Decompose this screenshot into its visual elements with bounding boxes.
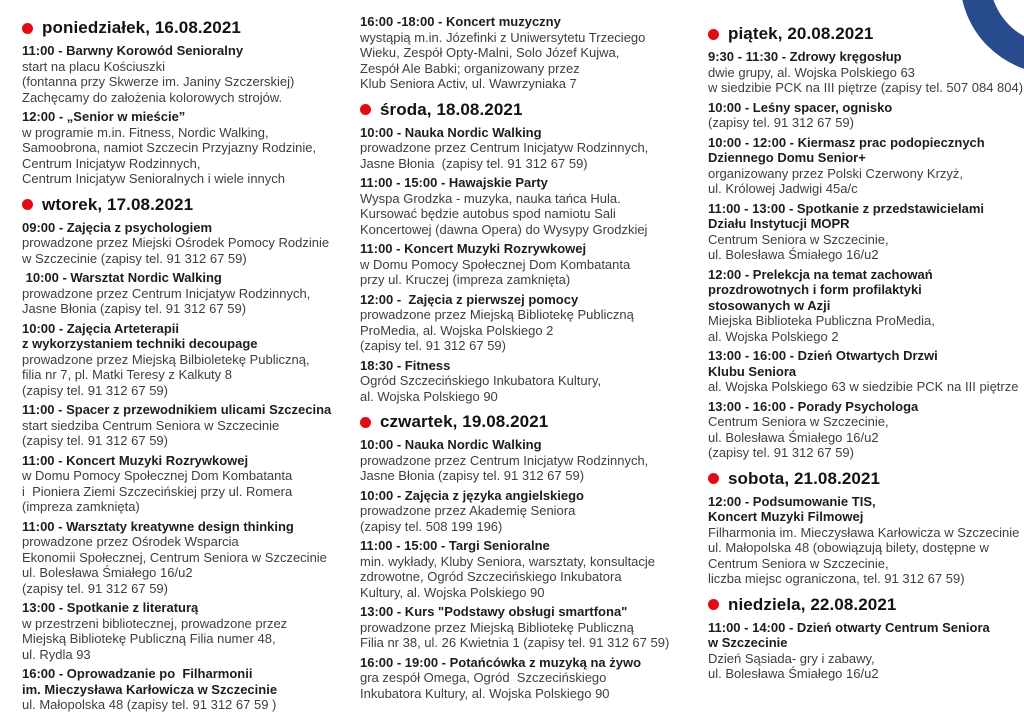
event-detail-line: prowadzone przez Miejską Bibliotekę Publiczną <box>360 307 634 322</box>
day-heading <box>708 595 1024 615</box>
event-title-line: 13:00 - Spotkanie z literaturą <box>22 600 199 615</box>
event-title-line: 10:00 - Nauka Nordic Walking <box>360 437 542 452</box>
event-item <box>22 519 362 597</box>
event-detail-line: (fontanna przy Skwerze im. Janiny Szczerskiej) <box>22 74 295 89</box>
day-label: wtorek, 17.08.2021 <box>42 194 194 214</box>
event-detail-line: ul. Małopolska 48 (obowiązują bilety, dostępne w <box>708 540 989 555</box>
event-title-line: 10:00 - Zajęcia z języka angielskiego <box>360 487 585 503</box>
event-detail-line: (zapisy tel. 91 312 67 59) <box>708 445 854 460</box>
event-item <box>360 358 710 405</box>
event-detail-line: w przestrzeni bibliotecznej, prowadzone przez <box>22 615 288 631</box>
event-detail-line: ul. Bolesława Śmiałego 16/u2 <box>708 247 879 262</box>
red-bullet-icon <box>360 104 371 115</box>
event-item <box>360 604 710 651</box>
event-detail-line: liczba miejsc ograniczona, tel. 91 312 67 59) <box>708 571 965 586</box>
event-detail-line: Filia nr 38, ul. 26 Kwietnia 1 (zapisy tel. 91 312 67 59) <box>360 635 670 650</box>
event-item <box>360 538 710 600</box>
event-title-line: 12:00 - Zajęcia z pierwszej pomocy <box>360 291 579 307</box>
event-item <box>22 321 362 399</box>
event-detail-line: Dzień Sąsiada- gry i zabawy, <box>708 650 875 666</box>
event-item <box>708 267 1024 345</box>
event-detail-line: start siedziba Centrum Seniora w Szczecinie <box>22 417 280 433</box>
day-label: sobota, 21.08.2021 <box>728 468 881 488</box>
event-item <box>708 135 1024 197</box>
event-title-line: im. Mieczysława Karłowicza w Szczecinie <box>22 681 278 697</box>
event-title-line: 13:00 - 16:00 - Porady Psychologa <box>708 398 919 414</box>
event-item <box>22 453 362 515</box>
event-detail-line: prowadzone przez Miejską Bibliotekę Publiczną <box>360 619 634 635</box>
schedule-column-2 <box>360 14 710 705</box>
event-detail-line: filia nr 7, pl. Matki Teresy z Kalkuty 8 <box>22 367 233 382</box>
event-title-line: prozdrowotnych i form profilaktyki <box>708 282 922 297</box>
event-item <box>22 109 362 187</box>
event-detail-line: (impreza zamknięta) <box>22 499 140 514</box>
event-detail-line: Centrum Inicjatyw Senioralnych i wiele innych <box>22 171 286 186</box>
event-item <box>708 100 1024 131</box>
event-title-line: 12:00 - Prelekcja na temat zachowań <box>708 266 933 282</box>
event-item <box>708 49 1024 96</box>
event-item <box>22 600 362 662</box>
event-title-line: Działu Instytucji MOPR <box>708 216 850 231</box>
event-item <box>22 43 362 105</box>
event-item <box>708 201 1024 263</box>
day-heading <box>708 469 1024 489</box>
event-detail-line: ul. Małopolska 48 (zapisy tel. 91 312 67 59 ) <box>22 697 277 712</box>
event-detail-line: prowadzone przez Centrum Inicjatyw Rodzinnych, <box>22 285 311 301</box>
event-item <box>360 292 710 354</box>
event-item <box>360 488 710 535</box>
event-title-line: w Szczecinie <box>708 635 788 650</box>
event-detail-line: Jasne Błonia (zapisy tel. 91 312 67 59) <box>360 155 588 171</box>
event-item <box>360 125 710 172</box>
event-detail-line: w programie m.in. Fitness, Nordic Walking, <box>22 124 269 140</box>
event-title-line: 11:00 - Spacer z przewodnikiem ulicami Szczecina <box>22 402 332 417</box>
event-detail-line: Centrum Seniora w Szczecinie, <box>708 555 889 571</box>
day-heading <box>708 24 1024 44</box>
event-title-line: 11:00 - 15:00 - Hawajskie Party <box>360 175 548 190</box>
event-detail-line: Koncertowej (dawna Opera) do Wysypy Grodzkiej <box>360 221 648 237</box>
event-title-line: 12:00 - „Senior w mieście” <box>22 109 186 124</box>
event-item <box>708 494 1024 587</box>
schedule-column-3 <box>708 24 1024 686</box>
event-title-line: 11:00 - Koncert Muzyki Rozrywkowej <box>22 452 249 468</box>
red-bullet-icon <box>708 29 719 40</box>
event-detail-line: (zapisy tel. 91 312 67 59) <box>22 382 168 398</box>
event-title-line: Klubu Seniora <box>708 363 797 379</box>
event-detail-line: organizowany przez Polski Czerwony Krzyż, <box>708 165 964 181</box>
event-detail-line: (zapisy tel. 91 312 67 59) <box>708 115 854 130</box>
day-heading <box>22 18 362 38</box>
event-detail-line: w Domu Pomocy Społecznej Dom Kombatanta <box>360 256 631 272</box>
event-detail-line: Miejska Biblioteka Publiczna ProMedia, <box>708 313 935 328</box>
day-label: poniedziałek, 16.08.2021 <box>42 18 241 37</box>
event-detail-line: start na placu Kościuszki <box>22 58 166 74</box>
event-detail-line: prowadzone przez Ośrodek Wsparcia <box>22 534 239 549</box>
event-detail-line: min. wykłady, Kluby Seniora, warsztaty, konsultacje <box>360 553 656 569</box>
event-detail-line: Zachęcamy do założenia kolorowych strojów. <box>22 89 283 105</box>
event-item <box>22 402 362 449</box>
day-label: czwartek, 19.08.2021 <box>380 412 549 431</box>
event-title-line: 16:00 - Oprowadzanie po Filharmonii <box>22 666 253 681</box>
event-item <box>708 620 1024 682</box>
event-detail-line: w Szczecinie (zapisy tel. 91 312 67 59) <box>22 250 247 266</box>
red-bullet-icon <box>360 417 371 428</box>
event-detail-line: Samoobrona, namiot Szczecin Przyjazny Rodzinie, <box>22 140 317 155</box>
event-title-line: 10:00 - Nauka Nordic Walking <box>360 124 542 140</box>
event-title-line: 12:00 - Podsumowanie TIS, <box>708 493 876 509</box>
event-title-line: 09:00 - Zajęcia z psychologiem <box>22 219 213 235</box>
event-detail-line: Kursować będzie autobus spod namiotu Sali <box>360 206 616 221</box>
event-title-line: 16:00 - 19:00 - Potańcówka z muzyką na żywo <box>360 654 642 670</box>
day-heading <box>360 412 710 432</box>
event-detail-line: Wieku, Zespół Opty-Malni, Solo Józef Kujwa, <box>360 45 620 60</box>
event-detail-line: Centrum Seniora w Szczecinie, <box>708 414 889 429</box>
event-detail-line: prowadzone przez Centrum Inicjatyw Rodzinnych, <box>360 140 649 155</box>
event-detail-line: Kultury, al. Wojska Polskiego 90 <box>360 584 545 600</box>
event-detail-line: Ekonomii Społecznej, Centrum Seniora w Szczecinie <box>22 549 327 565</box>
day-label: piątek, 20.08.2021 <box>728 24 874 43</box>
event-title-line: 13:00 - Kurs "Podstawy obsługi smartfona" <box>360 604 628 619</box>
event-detail-line: (zapisy tel. 508 199 196) <box>360 518 503 534</box>
event-item <box>22 270 362 317</box>
red-bullet-icon <box>22 199 33 210</box>
event-detail-line: Jasne Błonia (zapisy tel. 91 312 67 59) <box>360 468 585 483</box>
event-item <box>360 655 710 702</box>
event-detail-line: (zapisy tel. 91 312 67 59) <box>22 580 168 596</box>
event-detail-line: Jasne Błonia (zapisy tel. 91 312 67 59) <box>22 301 247 316</box>
event-item <box>708 348 1024 395</box>
event-title-line: 11:00 - Warsztaty kreatywne design thinking <box>22 518 294 534</box>
event-detail-line: al. Wojska Polskiego 63 w siedzibie PCK na III piętrze <box>708 379 1019 394</box>
event-detail-line: gra zespół Omega, Ogród Szczecińskiego <box>360 670 607 685</box>
event-item <box>360 437 710 484</box>
event-detail-line: (zapisy tel. 91 312 67 59) <box>360 338 506 353</box>
event-detail-line: ul. Bolesława Śmiałego 16/u2 <box>708 666 879 681</box>
event-item <box>360 175 710 237</box>
event-detail-line: Centrum Seniora w Szczecinie, <box>708 231 889 247</box>
day-heading <box>360 100 710 120</box>
event-title-line: z wykorzystaniem techniki decoupage <box>22 336 258 351</box>
red-bullet-icon <box>708 473 719 484</box>
event-detail-line: prowadzone przez Akademię Seniora <box>360 503 576 518</box>
event-detail-line: prowadzone przez Miejski Ośrodek Pomocy Rodzinie <box>22 235 330 250</box>
event-title-line: stosowanych w Azji <box>708 297 831 313</box>
event-title-line: Koncert Muzyki Filmowej <box>708 509 864 524</box>
event-detail-line: przy ul. Kruczej (impreza zamknięta) <box>360 272 571 287</box>
event-title-line: 18:30 - Fitness <box>360 357 451 373</box>
event-item <box>360 14 710 92</box>
event-title-line: 13:00 - 16:00 - Dzień Otwartych Drzwi <box>708 348 938 363</box>
event-detail-line: i Pioniera Ziemi Szczecińskiej przy ul. Romera <box>22 483 293 499</box>
event-item <box>360 241 710 288</box>
event-detail-line: Zespół Ale Babki; organizowany przez <box>360 60 580 76</box>
event-item <box>22 666 362 713</box>
event-detail-line: ul. Bolesława Śmiałego 16/u2 <box>22 565 193 580</box>
event-detail-line: ProMedia, al. Wojska Polskiego 2 <box>360 322 554 338</box>
event-title-line: 16:00 -18:00 - Koncert muzyczny <box>360 14 561 29</box>
event-detail-line: ul. Królowej Jadwigi 45a/c <box>708 181 858 196</box>
event-detail-line: ul. Bolesława Śmiałego 16/u2 <box>708 429 879 445</box>
day-label: środa, 18.08.2021 <box>380 99 523 119</box>
event-detail-line: al. Wojska Polskiego 90 <box>360 388 498 404</box>
event-title-line: 10:00 - Leśny spacer, ognisko <box>708 99 893 115</box>
event-detail-line: Filharmonia im. Mieczysława Karłowicza w Szczecinie <box>708 524 1020 540</box>
event-detail-line: zdrowotne, Ogród Szczecińskiego Inkubatora <box>360 569 622 584</box>
red-bullet-icon <box>22 23 33 34</box>
event-title-line: 10:00 - Zajęcia Arteterapii <box>22 320 180 336</box>
event-title-line: 11:00 - 13:00 - Spotkanie z przedstawicielami <box>708 200 985 216</box>
event-item <box>22 220 362 267</box>
event-detail-line: w siedzibie PCK na III piętrze (zapisy tel. 507 084 804) <box>708 80 1024 95</box>
event-title-line: 9:30 - 11:30 - Zdrowy kręgosłup <box>708 49 902 64</box>
event-detail-line: prowadzone przez Centrum Inicjatyw Rodzinnych, <box>360 452 649 468</box>
day-label: niedziela, 22.08.2021 <box>728 594 897 614</box>
event-title-line: Dziennego Domu Senior+ <box>708 150 866 165</box>
event-title-line: 10:00 - Warsztat Nordic Walking <box>22 270 222 285</box>
day-heading <box>22 195 362 215</box>
event-detail-line: prowadzone przez Miejską Bilbioletekę Publiczną, <box>22 351 310 367</box>
event-title-line: 11:00 - 14:00 - Dzień otwarty Centrum Seniora <box>708 619 990 635</box>
event-detail-line: ul. Rydla 93 <box>22 646 91 662</box>
event-detail-line: Centrum Inicjatyw Rodzinnych, <box>22 155 201 171</box>
event-detail-line: Inkubatora Kultury, al. Wojska Polskiego 90 <box>360 685 610 701</box>
event-item <box>708 399 1024 461</box>
event-title-line: 11:00 - Koncert Muzyki Rozrywkowej <box>360 241 587 256</box>
event-title-line: 10:00 - 12:00 - Kiermasz prac podopiecznych <box>708 134 985 150</box>
event-detail-line: dwie grupy, al. Wojska Polskiego 63 <box>708 64 915 80</box>
schedule-column-1 <box>22 18 362 717</box>
event-detail-line: Ogród Szczecińskiego Inkubatora Kultury, <box>360 373 602 388</box>
event-detail-line: (zapisy tel. 91 312 67 59) <box>22 433 168 448</box>
event-detail-line: wystąpią m.in. Józefinki z Uniwersytetu Trzeciego <box>360 29 646 45</box>
event-title-line: 11:00 - 15:00 - Targi Senioralne <box>360 538 550 553</box>
event-detail-line: Miejską Bibliotekę Publiczną Filia numer 48, <box>22 631 276 646</box>
red-bullet-icon <box>708 599 719 610</box>
event-title-line: 11:00 - Barwny Korowód Senioralny <box>22 43 244 58</box>
event-detail-line: al. Wojska Polskiego 2 <box>708 328 839 344</box>
event-detail-line: w Domu Pomocy Społecznej Dom Kombatanta <box>22 468 293 483</box>
event-detail-line: Klub Seniora Activ, ul. Wawrzyniaka 7 <box>360 76 577 91</box>
event-detail-line: Wyspa Grodzka - muzyka, nauka tańca Hula. <box>360 190 621 206</box>
